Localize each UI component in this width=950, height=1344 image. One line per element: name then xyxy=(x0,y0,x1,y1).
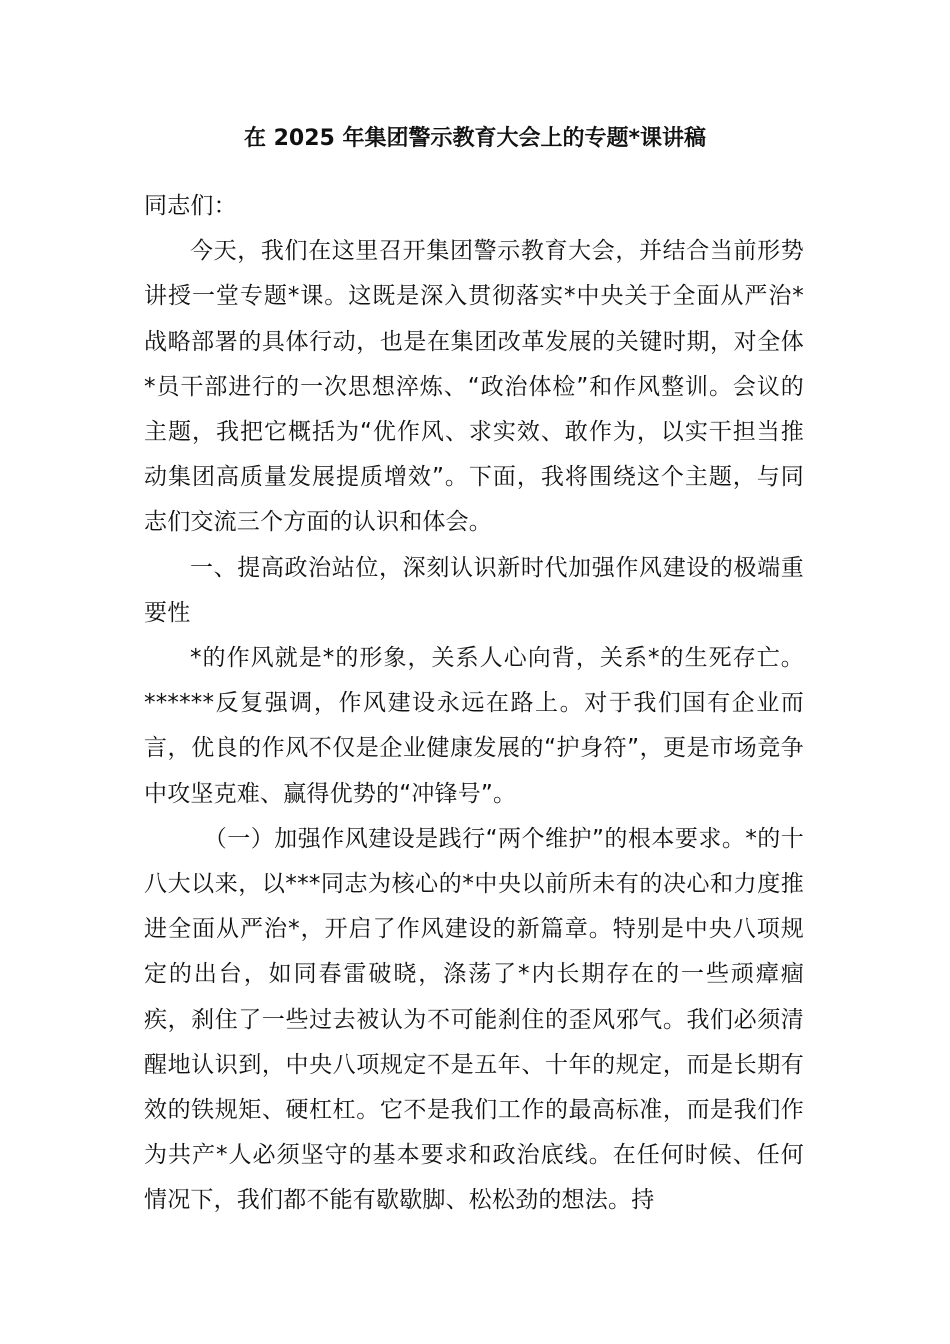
salutation: 同志们： xyxy=(144,193,237,219)
paragraph-intro: 今天，我们在这里召开集团警示教育大会，并结合当前形势讲授一堂专题*课。这既是深入贯彻落实*中央关于全面从严治*战略部署的具体行动，也是在集团改革发展的关键时期，对全体*员干部进行的一次思想淬炼、“政治体检”和作风整训。会议的主题，我把它概括为“优作风、求实效、敢作为，以实干担当推动集团高质量发展提质增效”。下面，我将围绕这个主题，与同志们交流三个方面的认识和体会。 xyxy=(144,238,804,536)
subsection-1-paragraph: （一）加强作风建设是践行“两个维护”的根本要求。*的十八大以来，以***同志为核心的*中央以前所未有的决心和力度推进全面从严治*，开启了作风建设的新篇章。特别是中央八项规定的出台，如同春雷破晓，涤荡了*内长期存在的一些顽瘴痼疾，刹住了一些过去被认为不可能刹住的歪风邪气。我们必须清醒地认识到，中央八项规定不是五年、十年的规定，而是长期有效的铁规矩、硬杠杠。它不是我们工作的最高标准，而是我们作为共产*人必须坚守的基本要求和政治底线。在任何时候、任何情况下，我们都不能有歇歇脚、松松劲的想法。持 xyxy=(144,825,804,1214)
document-body xyxy=(144,184,804,1224)
paragraph-section-1: *的作风就是*的形象，关系人心向背，关系*的生死存亡。******反复强调，作风建设永远在路上。对于我们国有企业而言，优良的作风不仅是企业健康发展的“护身符”，更是市场竞争中攻坚克难、赢得优势的“冲锋号”。 xyxy=(144,645,804,807)
document-title: 在 2025 年集团警示教育大会上的专题*课讲稿 xyxy=(243,126,707,151)
section-heading-1: 一、提高政治站位，深刻认识新时代加强作风建设的极端重要性 xyxy=(144,554,804,626)
